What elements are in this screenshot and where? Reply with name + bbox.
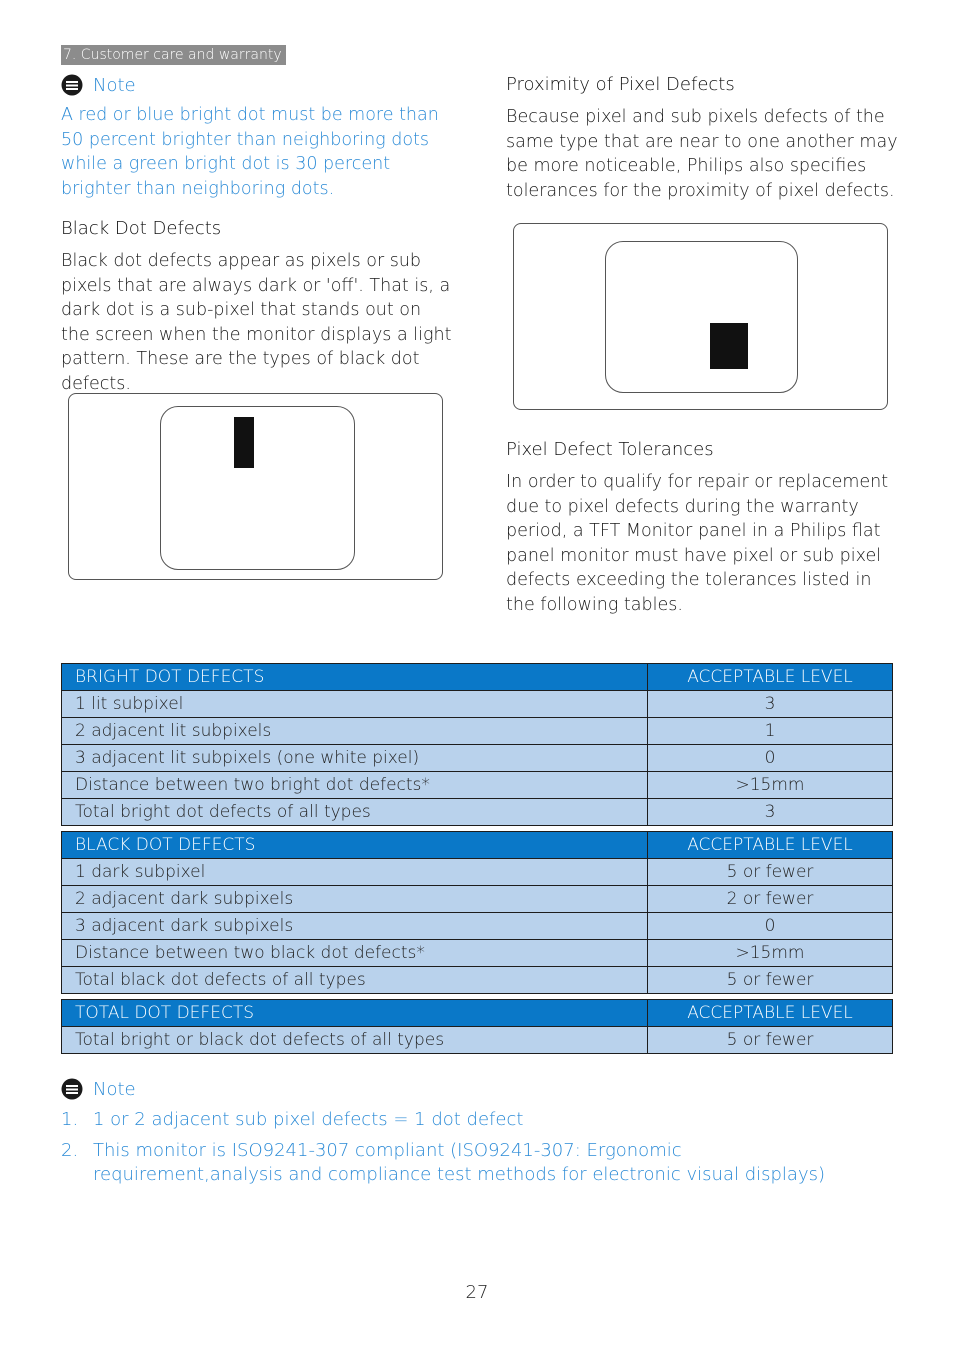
table-row xyxy=(62,718,893,745)
note-text: A red or blue bright dot must be more than 50 percent brighter than neighboring dots while a green bright dot is 30 percent brighter than neighboring dots. xyxy=(61,105,439,199)
table-row xyxy=(62,940,893,967)
row-value: >15mm xyxy=(648,772,893,799)
section-tag: 7. Customer care and warranty xyxy=(61,45,286,65)
row-label: 1 lit subpixel xyxy=(62,691,648,718)
note-heading xyxy=(61,1078,136,1100)
list-number: 2. xyxy=(61,1140,79,1161)
table-header xyxy=(62,664,893,691)
total-dot-table xyxy=(61,999,893,1054)
row-value: 0 xyxy=(648,913,893,940)
list-number: 1. xyxy=(61,1109,79,1130)
header-defect: BRIGHT DOT DEFECTS xyxy=(62,664,648,691)
table-row xyxy=(62,1027,893,1054)
proximity-body: Because pixel and sub pixels defects of the same type that are near to one another may be more noticeable, Philips also specifies tolerances for the proximity of pixel defects. xyxy=(506,107,898,201)
table-header xyxy=(62,1000,893,1027)
table-row xyxy=(62,967,893,994)
note-icon xyxy=(61,1078,83,1100)
list-text: 1 or 2 adjacent sub pixel defects = 1 dot defect xyxy=(93,1109,524,1130)
table-header xyxy=(62,832,893,859)
row-value: 3 xyxy=(648,799,893,826)
row-label: Distance between two black dot defects* xyxy=(62,940,648,967)
black-dot-illustration xyxy=(68,393,443,580)
proximity-heading: Proximity of Pixel Defects xyxy=(506,74,735,95)
table-row xyxy=(62,772,893,799)
row-label: 3 adjacent lit subpixels (one white pixel) xyxy=(62,745,648,772)
row-label: 2 adjacent lit subpixels xyxy=(62,718,648,745)
row-label: Total bright dot defects of all types xyxy=(62,799,648,826)
row-label: 1 dark subpixel xyxy=(62,859,648,886)
table-row xyxy=(62,691,893,718)
table-row xyxy=(62,886,893,913)
tolerances-body: In order to qualify for repair or replacement due to pixel defects during the warranty period, a TFT Monitor panel in a Philips flat panel monitor must have pixel or sub pixel defects exceeding the tolerances listed in the following tables. xyxy=(506,472,889,615)
header-level: ACCEPTABLE LEVEL xyxy=(648,664,893,691)
table-row xyxy=(62,913,893,940)
row-label: Distance between two bright dot defects* xyxy=(62,772,648,799)
row-value: 3 xyxy=(648,691,893,718)
list-item xyxy=(61,1108,861,1132)
dark-subpixel xyxy=(234,417,254,468)
header-defect: TOTAL DOT DEFECTS xyxy=(62,1000,648,1027)
black-dot-heading: Black Dot Defects xyxy=(61,218,222,239)
row-label: Total black dot defects of all types xyxy=(62,967,648,994)
tolerances-heading: Pixel Defect Tolerances xyxy=(506,439,714,460)
black-dot-body: Black dot defects appear as pixels or sub pixels that are always dark or 'off'. That is, a dark dot is a sub-pixel that stands out on the screen when the monitor displays a light pattern. These are the types of black dot defects. xyxy=(61,251,452,394)
row-label: 3 adjacent dark subpixels xyxy=(62,913,648,940)
row-label: Total bright or black dot defects of all types xyxy=(62,1027,648,1054)
row-value: 0 xyxy=(648,745,893,772)
row-value: >15mm xyxy=(648,940,893,967)
header-level: ACCEPTABLE LEVEL xyxy=(648,1000,893,1027)
black-dot-table xyxy=(61,831,893,994)
notes-list xyxy=(61,1108,861,1194)
list-item xyxy=(61,1139,861,1187)
row-value: 5 or fewer xyxy=(648,967,893,994)
row-value: 2 or fewer xyxy=(648,886,893,913)
list-text: This monitor is ISO9241-307 compliant (ISO9241-307: Ergonomic requirement,analysis and compliance test methods for electronic visual displays) xyxy=(93,1140,826,1185)
row-label: 2 adjacent dark subpixels xyxy=(62,886,648,913)
header-level: ACCEPTABLE LEVEL xyxy=(648,832,893,859)
note-icon xyxy=(61,74,83,96)
note-heading xyxy=(61,74,136,96)
row-value: 1 xyxy=(648,718,893,745)
screen-frame xyxy=(605,241,798,393)
proximity-illustration xyxy=(513,223,888,410)
table-row xyxy=(62,859,893,886)
table-row xyxy=(62,799,893,826)
dark-pixel-cluster xyxy=(710,323,748,369)
row-value: 5 or fewer xyxy=(648,859,893,886)
bright-dot-table xyxy=(61,663,893,826)
screen-frame xyxy=(160,406,355,570)
note-label: Note xyxy=(93,74,136,96)
page-number: 27 xyxy=(465,1282,489,1303)
row-value: 5 or fewer xyxy=(648,1027,893,1054)
header-defect: BLACK DOT DEFECTS xyxy=(62,832,648,859)
note-label: Note xyxy=(93,1078,136,1100)
table-row xyxy=(62,745,893,772)
